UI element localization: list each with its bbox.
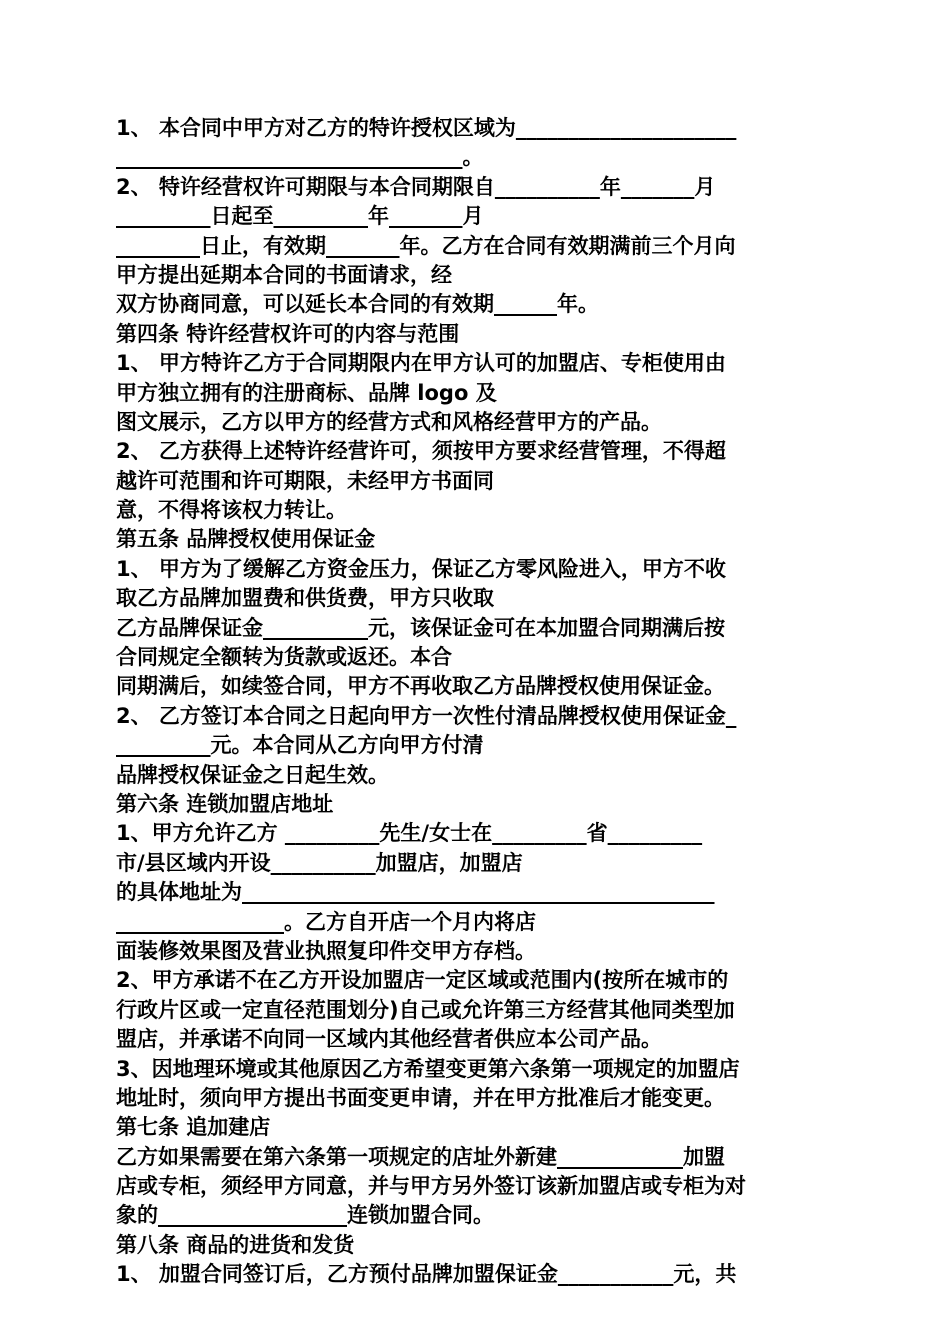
text-line: ________________。乙方自开店一个月内将店 <box>116 909 536 934</box>
text-line: 地址时，须向甲方提出书面变更申请，并在甲方批准后才能变更。 <box>116 1085 725 1110</box>
text-line: 甲方提出延期本合同的书面请求，经 <box>116 262 452 287</box>
text-line: 2、甲方承诺不在乙方开设加盟店一定区域或范围内(按所在城市的 <box>116 968 729 993</box>
text-line: 合同规定全额转为货款或返还。本合 <box>116 645 452 670</box>
section-heading: 第五条 品牌授权使用保证金 <box>116 527 376 552</box>
text-line: 双方协商同意，可以延长本合同的有效期______年。 <box>116 292 599 317</box>
text-line: 市/县区域内开设__________加盟店，加盟店 <box>116 850 523 875</box>
text-line: 3、因地理环境或其他原因乙方希望变更第六条第一项规定的加盟店 <box>116 1056 740 1081</box>
text-line: 盟店，并承诺不向同一区域内其他经营者供应本公司产品。 <box>116 1027 662 1052</box>
text-line: 1、 甲方特许乙方于合同期限内在甲方认可的加盟店、专柜使用由 <box>116 351 726 376</box>
text-line: 面装修效果图及营业执照复印件交甲方存档。 <box>116 938 536 963</box>
text-line: 2、 特许经营权许可期限与本合同期限自__________年_______月 <box>116 174 716 199</box>
text-line: 2、 乙方获得上述特许经营许可，须按甲方要求经营管理，不得超 <box>116 439 726 464</box>
text-line: _________________________________。 <box>116 145 484 170</box>
text-line: 取乙方品牌加盟费和供货费，甲方只收取 <box>116 586 494 611</box>
text-line: 2、 乙方签订本合同之日起向甲方一次性付清品牌授权使用保证金_ <box>116 703 737 728</box>
text-line: _________日起至_________年_______月 <box>116 204 484 229</box>
section-heading: 第八条 商品的进货和发货 <box>116 1232 355 1257</box>
text-line: 1、 加盟合同签订后，乙方预付品牌加盟保证金___________元，共 <box>116 1262 737 1287</box>
text-line: 甲方独立拥有的注册商标、品牌 logo 及 <box>116 380 497 405</box>
text-line: 越许可范围和许可期限，未经甲方书面同 <box>116 468 494 493</box>
contract-text <box>116 114 836 1290</box>
text-line: _________元。本合同从乙方向甲方付清 <box>116 733 484 758</box>
text-line: 1、甲方允许乙方 _________先生/女士在_________省_________ <box>116 821 703 846</box>
text-line: ________日止，有效期_______年。乙方在合同有效期满前三个月向 <box>116 233 736 258</box>
text-line: 同期满后，如续签合同，甲方不再收取乙方品牌授权使用保证金。 <box>116 674 725 699</box>
text-line: 店或专柜，须经甲方同意，并与甲方另外签订该新加盟店或专柜为对 <box>116 1174 746 1199</box>
text-line: 象的__________________连锁加盟合同。 <box>116 1203 494 1228</box>
text-line: 的具体地址为_____________________________________________ <box>116 880 715 905</box>
text-line: 乙方品牌保证金__________元，该保证金可在本加盟合同期满后按 <box>116 615 725 640</box>
text-line: 乙方如果需要在第六条第一项规定的店址外新建____________加盟 <box>116 1144 725 1169</box>
section-heading: 第七条 追加建店 <box>116 1115 271 1140</box>
text-line: 1、 甲方为了缓解乙方资金压力，保证乙方零风险进入，甲方不收 <box>116 556 726 581</box>
section-heading: 第四条 特许经营权许可的内容与范围 <box>116 321 460 346</box>
text-line: 1、 本合同中甲方对乙方的特许授权区域为_____________________ <box>116 116 737 140</box>
text-line: 品牌授权保证金之日起生效。 <box>116 762 389 787</box>
text-line: 行政片区或一定直径范围划分)自己或允许第三方经营其他同类型加 <box>116 997 735 1022</box>
text-line: 图文展示，乙方以甲方的经营方式和风格经营甲方的产品。 <box>116 409 662 434</box>
section-heading: 第六条 连锁加盟店地址 <box>116 791 334 816</box>
text-line: 意，不得将该权力转让。 <box>116 498 347 523</box>
